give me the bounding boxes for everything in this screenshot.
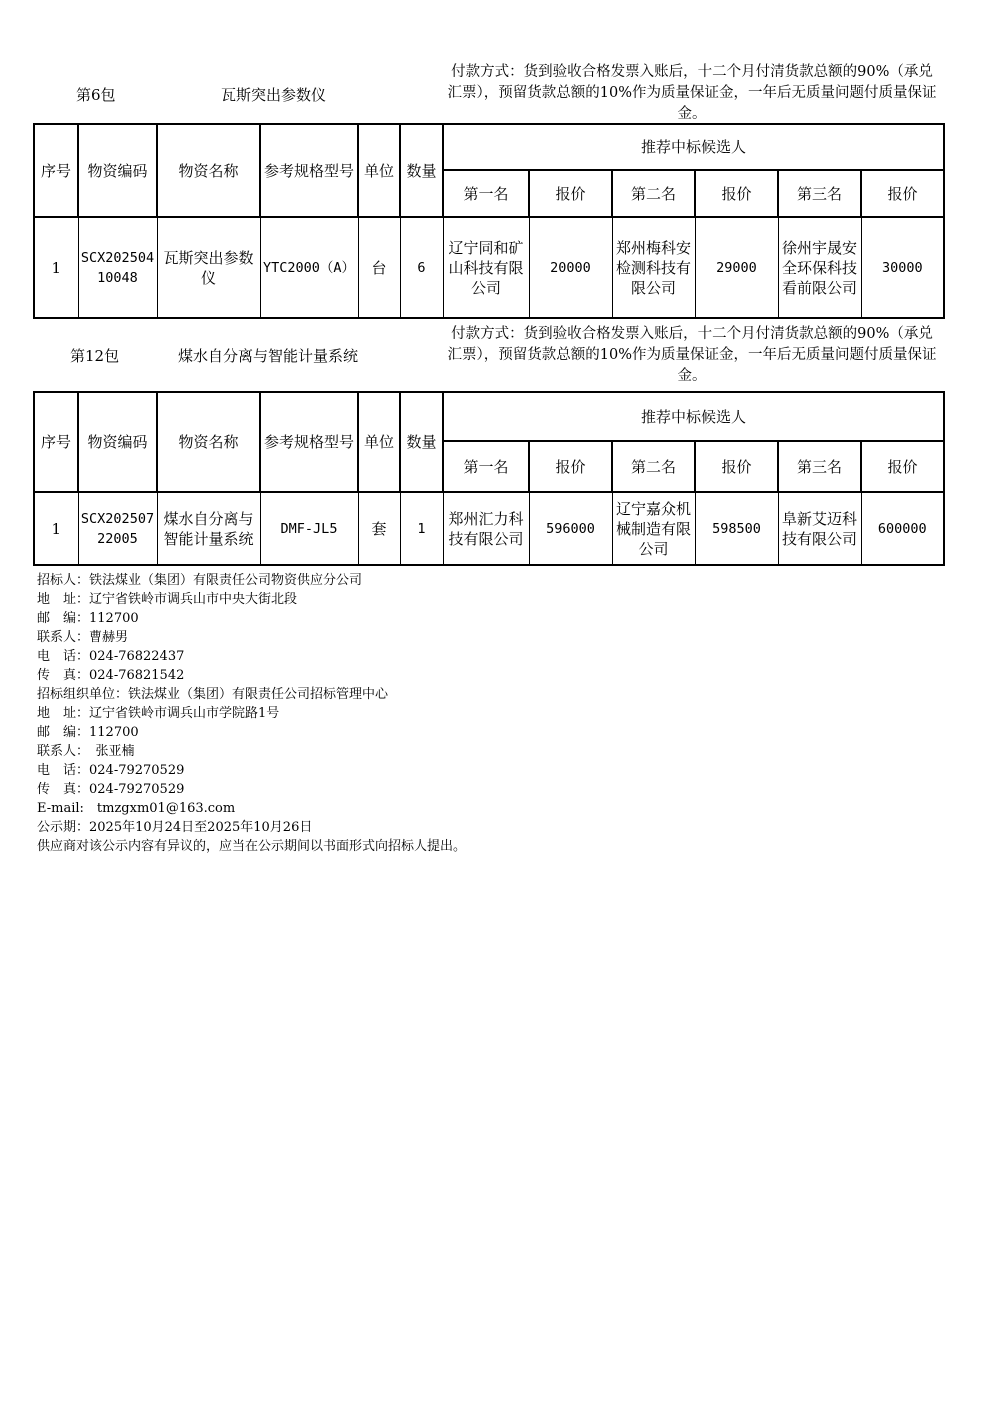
tenderer-name: 招标人：铁法煤业（集团）有限责任公司物资供应分公司 <box>37 573 363 588</box>
agency-fax: 传 真：024-79270529 <box>37 782 185 797</box>
tenderer-address: 地 址：辽宁省铁岭市调兵山市中央大街北段 <box>37 592 298 607</box>
cell-second: 辽宁嘉众机械制造有限公司 <box>612 492 695 565</box>
contact-info <box>37 571 937 856</box>
cell-third: 阜新艾迈科技有限公司 <box>778 492 861 565</box>
cell-third-price: 600000 <box>861 492 944 565</box>
header-price: 报价 <box>695 441 778 492</box>
header-name: 物资名称 <box>157 392 260 492</box>
header-seq: 序号 <box>34 124 78 217</box>
tenderer-contact: 联系人：曹赫男 <box>37 630 129 645</box>
package-number: 第12包 <box>70 347 120 365</box>
cell-first: 辽宁同和矿山科技有限公司 <box>443 217 529 318</box>
cell-third: 徐州宇晟安全环保科技看前限公司 <box>778 217 861 318</box>
payment-terms: 付款方式：货到验收合格发票入账后，十二个月付清货款总额的90%（承兑汇票），预留货款总额的10%作为质量保证金，一年后无质量问题付质量保证金。 <box>447 326 937 384</box>
payment-terms: 付款方式：货到验收合格发票入账后，十二个月付清货款总额的90%（承兑汇票），预留货款总额的10%作为质量保证金，一年后无质量问题付质量保证金。 <box>447 64 937 122</box>
header-code: 物资编码 <box>78 124 157 217</box>
header-name: 物资名称 <box>157 124 260 217</box>
cell-code: SCX20250410048 <box>78 217 157 318</box>
objection-notice: 供应商对该公示内容有异议的，应当在公示期间以书面形式向招标人提出。 <box>37 839 467 854</box>
header-third: 第三名 <box>778 441 861 492</box>
header-price: 报价 <box>861 170 944 217</box>
package-12-table <box>33 391 945 566</box>
cell-qty: 6 <box>400 217 443 318</box>
header-price: 报价 <box>861 441 944 492</box>
tenderer-fax: 传 真：024-76821542 <box>37 668 185 683</box>
package-title: 瓦斯突出参数仪 <box>221 86 327 104</box>
cell-seq: 1 <box>34 217 78 318</box>
email: E-mail: tmzgxm01@163.com <box>37 801 236 816</box>
agency-postcode: 邮 编：112700 <box>37 725 139 740</box>
agency-name: 招标组织单位：铁法煤业（集团）有限责任公司招标管理中心 <box>37 687 389 702</box>
cell-second-price: 598500 <box>695 492 778 565</box>
publicity-period: 公示期：2025年10月24日至2025年10月26日 <box>37 820 313 835</box>
header-candidates: 推荐中标候选人 <box>443 392 944 441</box>
header-qty: 数量 <box>400 392 443 492</box>
agency-contact: 联系人： 张亚楠 <box>37 744 135 759</box>
agency-address: 地 址：辽宁省铁岭市调兵山市学院路1号 <box>37 706 280 721</box>
agency-phone: 电 话：024-79270529 <box>37 763 185 778</box>
cell-qty: 1 <box>400 492 443 565</box>
header-second: 第二名 <box>612 441 695 492</box>
header-second: 第二名 <box>612 170 695 217</box>
cell-code: SCX20250722005 <box>78 492 157 565</box>
cell-first: 郑州汇力科技有限公司 <box>443 492 529 565</box>
header-spec: 参考规格型号 <box>260 392 358 492</box>
cell-unit: 套 <box>358 492 400 565</box>
cell-spec: YTC2000（A） <box>260 217 358 318</box>
header-price: 报价 <box>529 441 612 492</box>
package-title: 煤水自分离与智能计量系统 <box>178 347 359 365</box>
header-first: 第一名 <box>443 170 529 217</box>
header-row <box>34 392 944 441</box>
header-qty: 数量 <box>400 124 443 217</box>
tenderer-phone: 电 话：024-76822437 <box>37 649 185 664</box>
header-first: 第一名 <box>443 441 529 492</box>
cell-seq: 1 <box>34 492 78 565</box>
header-price: 报价 <box>529 170 612 217</box>
header-candidates: 推荐中标候选人 <box>443 124 944 170</box>
header-unit: 单位 <box>358 124 400 217</box>
package-number: 第6包 <box>76 86 116 104</box>
cell-first-price: 20000 <box>529 217 612 318</box>
cell-first-price: 596000 <box>529 492 612 565</box>
cell-unit: 台 <box>358 217 400 318</box>
cell-name: 煤水自分离与智能计量系统 <box>157 492 260 565</box>
table-row <box>34 217 944 318</box>
cell-second-price: 29000 <box>695 217 778 318</box>
header-code: 物资编码 <box>78 392 157 492</box>
package-6-table <box>33 123 945 319</box>
table-row <box>34 492 944 565</box>
header-seq: 序号 <box>34 392 78 492</box>
cell-name: 瓦斯突出参数仪 <box>157 217 260 318</box>
cell-second: 郑州梅科安检测科技有限公司 <box>612 217 695 318</box>
cell-spec: DMF-JL5 <box>260 492 358 565</box>
header-unit: 单位 <box>358 392 400 492</box>
header-spec: 参考规格型号 <box>260 124 358 217</box>
header-row <box>34 124 944 170</box>
header-third: 第三名 <box>778 170 861 217</box>
tenderer-postcode: 邮 编：112700 <box>37 611 139 626</box>
cell-third-price: 30000 <box>861 217 944 318</box>
header-price: 报价 <box>695 170 778 217</box>
